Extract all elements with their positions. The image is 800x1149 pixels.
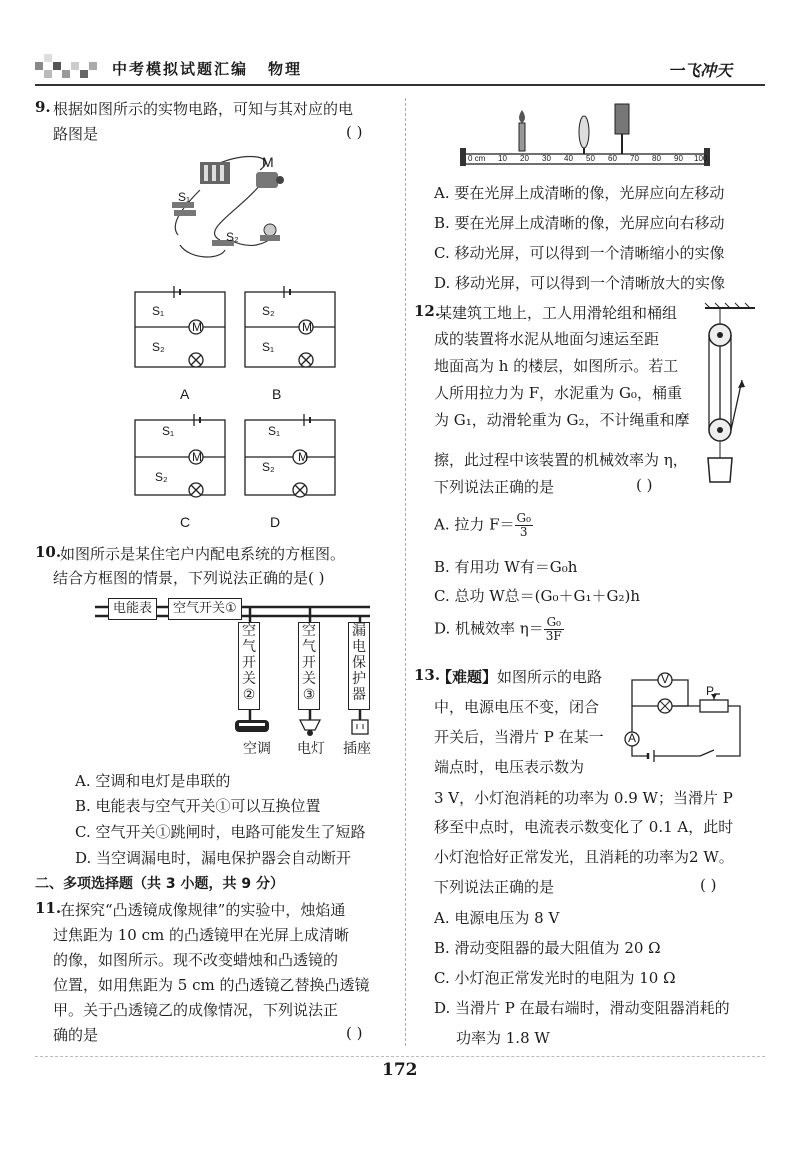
answer-paren: ( ) [346,123,363,141]
column-divider [405,98,406,1046]
question-text: 人所用拉力为 F，水泥重为 G₀，桶重 [434,384,682,402]
option-d: D. 移动光屏，可以得到一个清晰放大的实像 [434,274,726,292]
option-d-motor: M [298,450,308,464]
meter-box: 电能表 [108,598,157,620]
circuit-figure [618,660,748,768]
option-c: C. 空气开关①跳闸时，电路可能发生了短路 [75,823,366,841]
switch2-box: 空气开关② [238,622,260,710]
option-a: A. 要在光屏上成清晰的像，光屏应向左移动 [434,184,725,202]
main-switch-box: 空气开关① [168,598,242,620]
option-b: B. 有用功 W有＝G₀h [434,558,578,576]
question-text: 确的是 [53,1026,99,1044]
header-logo-icon [35,52,105,86]
option-c-motor: M [192,450,202,464]
question-text: 的像，如图所示。现不改变蜡烛和凸透镜的 [53,951,339,969]
exam-page: 中考模拟试题汇编 物理 一飞冲天 9. 根据如图所示的实物电路，可知与其对应的电 路图是 ( ) M S₁ S₂ S₁ S₂ M A S₂ S₁ M B S₁ S₂ M C S₁ S₂ M D 10. 如图所示是某住宅户内配电系统的方框图。 结合方框图的情景，下列说法正确的是( ) 电能表 空气开关① 空气开关② 空气开关③ 漏电保护器 空调 电灯 插座 A. 空调和电灯是串联的 B. 电能表与空气开关①可以互换位置 C. 空气开关①跳闸时，电路可能发生了短路 D. 当空调漏电时，漏电保护器会自动断开 二、多项选择题（共 3 小题，共 9 分） 11. 在探究“凸透镜成像规律”的实验中，烛焰通 过焦距为 10 cm 的凸透镜甲在光屏上成清晰 的像，如图所示。现不改变蜡烛和凸透镜的 位置，如用焦距为 5 cm 的凸透镜乙替换凸透镜 甲。关于凸透镜乙的成像情况，下列说法正 确的是 ( ) 0 cm 10 20 30 40 50 60 70 80 90 100 A. 要在光屏上成清晰的像，光屏应向左移动 B. 要在光屏上成清晰的像，光屏应向右移动 C. 移动光屏，可以得到一个清晰缩小的实像 D. 移动光屏，可以得到一个清晰放大的实像 12. 某建筑工地上，工人用滑轮组和桶组 成的装置将水泥从地面匀速运至距 地面高为 h 的楼层，如图所示。若工 人所用拉力为 F，水泥重为 G₀，桶重 为 G₁，动滑轮重为 G₂，不计绳重和摩 擦，此过程中该装置的机械效率为 η， 下列说法正确的是 ( ) A. 拉力 F＝ $\frac{\text{G₀}}{3}$ B. 有用功 W有＝G₀h C. 总功 W总＝(G₀＋G₁＋G₂)h D. 机械效率 η＝ $\frac{\text{G₀}}{3F}$ 13. 【难题】 如图所示的电路 中，电源电压不变，闭合 开关后，当滑片 P 在某一 端点时，电压表示数为 V A P 3 V，小灯泡消耗的功率为 0.9 W；当滑片 P 移至中点时，电流表示数变化了 0.1 A，此时 小灯泡恰好正常发光，且消耗的功率为2 W。 下列说法正确的是 ( ) A. 电源电压为 8 V B. 滑动变阻器的最大阻值为 20 Ω C. 小灯泡正常发光时的电阻为 10 Ω D. 当滑片 P 在最右端时，滑动变阻器消耗的 功率为 1.8 W 172 [0,0,800,1149]
option-b: B. 滑动变阻器的最大阻值为 20 Ω [434,939,661,957]
question-text: 如图所示是某住宅户内配电系统的方框图。 [60,545,346,563]
answer-paren: ( ) [700,876,717,894]
option-d: D. 当空调漏电时，漏电保护器会自动断开 [75,849,352,867]
option-d-s-bot: S₂ [262,460,275,474]
answer-paren: ( ) [346,1024,363,1042]
question-text: 结合方框图的情景，下列说法正确的是( ) [53,569,325,587]
option-c: C. 总功 W总＝(G₀＋G₁＋G₂)h [434,587,641,605]
switch3-box: 空气开关③ [298,622,320,710]
option-c-s-bot: S₂ [155,470,168,484]
option-a-label: A [180,386,190,402]
question-text: 中，电源电压不变，闭合 [434,698,600,716]
answer-paren: ( ) [636,476,653,494]
question-text: 移至中点时，电流表示数变化了 0.1 A，此时 [434,818,734,836]
pulley-figure [700,300,760,490]
question-number: 10. [35,543,62,561]
question-text: 3 V，小灯泡消耗的功率为 0.9 W；当滑片 P [434,789,733,807]
option-b: B. 电能表与空气开关①可以互换位置 [75,797,321,815]
device-label: 空调 [243,740,271,756]
option-a-s-bot: S₂ [152,340,165,354]
header-brand: 一飞冲天 [668,61,733,80]
option-c: C. 移动光屏，可以得到一个清晰缩小的实像 [434,244,725,262]
s2-label: S₂ [226,230,239,244]
section-heading: 二、多项选择题（共 3 小题，共 9 分） [35,876,284,892]
question-text: 路图是 [53,125,99,143]
fraction: $\frac{\text{G₀}}{3F}$ [545,615,562,643]
header-subject: 物理 [268,60,303,78]
option-d-label: D [270,514,281,530]
question-text: 开关后，当滑片 P 在某一 [434,728,604,746]
s1-label: S₁ [178,190,191,204]
question-text: 某建筑工地上，工人用滑轮组和桶组 [437,304,678,322]
question-text: 为 G₁，动滑轮重为 G₂，不计绳重和摩 [434,411,690,429]
header-rule [35,84,765,86]
option-c: C. 小灯泡正常发光时的电阻为 10 Ω [434,969,676,987]
option-a: A. 拉力 F＝ $\frac{\text{G₀}}{3}$ [434,511,531,539]
header-title: 中考模拟试题汇编 [112,60,249,78]
question-text: 小灯泡恰好正常发光，且消耗的功率为2 W。 [434,848,734,866]
question-text: 过焦距为 10 cm 的凸透镜甲在光屏上成清晰 [53,926,350,944]
voltmeter-label: V [661,672,670,686]
option-a-s-top: S₁ [152,304,165,318]
option-a-motor: M [192,320,202,334]
option-d: D. 当滑片 P 在最右端时，滑动变阻器消耗的 [434,999,730,1017]
question-number: 9. [35,98,51,116]
option-d-s-top: S₁ [268,424,281,438]
option-a: A. 空调和电灯是串联的 [75,772,231,790]
question-text: 擦，此过程中该装置的机械效率为 η， [434,451,688,469]
question-text: 如图所示的电路 [497,668,603,686]
page-number: 172 [382,1060,418,1080]
option-c-label: C [180,514,191,530]
question-text: 成的装置将水泥从地面匀速运至距 [434,330,660,348]
device-label: 插座 [343,740,371,756]
slider-label: P [706,684,715,698]
device-label: 电灯 [297,740,325,756]
footer-rule [35,1056,765,1057]
difficulty-tag: 【难题】 [437,668,498,686]
option-b-s-bot: S₁ [262,340,275,354]
question-text: 地面高为 h 的楼层，如图所示。若工 [434,357,679,375]
question-number: 13. [414,666,441,684]
question-text: 下列说法正确的是 [434,478,555,496]
question-number: 11. [35,899,62,917]
protector-box: 漏电保护器 [348,622,370,710]
physical-circuit-figure [160,150,310,270]
question-text: 端点时，电压表示数为 [434,758,585,776]
option-b-s-top: S₂ [262,304,275,318]
option-a: A. 电源电压为 8 V [434,909,560,927]
fraction: $\frac{\text{G₀}}{3}$ [516,511,531,539]
option-b: B. 要在光屏上成清晰的像，光屏应向右移动 [434,214,725,232]
question-text: 位置，如用焦距为 5 cm 的凸透镜乙替换凸透镜 [53,976,370,994]
question-text: 在探究“凸透镜成像规律”的实验中，烛焰通 [60,901,346,919]
motor-label: M [262,154,274,170]
option-d-continued: 功率为 1.8 W [456,1029,550,1047]
option-d: D. 机械效率 η＝ $\frac{\text{G₀}}{3F}$ [434,615,562,643]
option-b-label: B [272,386,282,402]
option-circuits-figure [120,282,350,522]
option-c-s-top: S₁ [162,424,175,438]
question-text: 甲。关于凸透镜乙的成像情况，下列说法正 [53,1001,339,1019]
question-text: 根据如图所示的实物电路，可知与其对应的电 [53,100,354,118]
option-b-motor: M [302,320,312,334]
ammeter-label: A [628,731,637,745]
question-number: 12. [414,302,441,320]
question-text: 下列说法正确的是 [434,878,555,896]
